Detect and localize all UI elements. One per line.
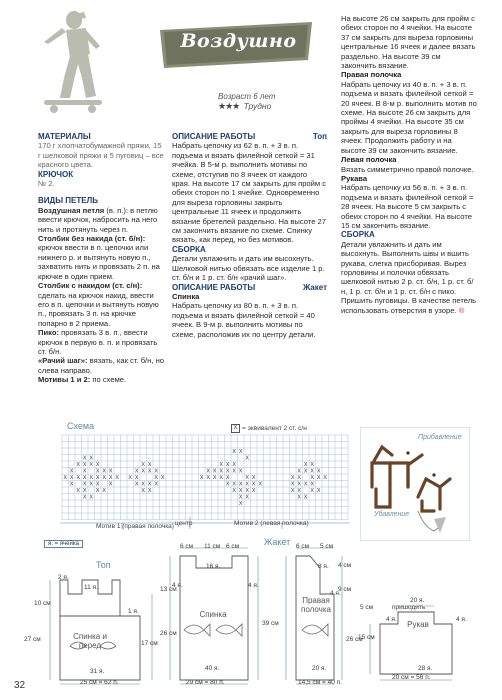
- chart-x-mark: X: [303, 468, 308, 475]
- dim-label: 6 см: [226, 543, 240, 550]
- right-front-heading: Правая полочка: [341, 70, 402, 80]
- chart-x-mark: X: [141, 488, 146, 494]
- chart-x-mark: X: [238, 488, 243, 494]
- chart-motifs: [63, 449, 327, 507]
- column-jacket: [341, 14, 477, 315]
- cell-legend-badge: я. = ячейка: [44, 540, 83, 548]
- chart-x-mark: X: [245, 481, 250, 488]
- chart-x-mark: X: [316, 488, 321, 494]
- dim-label: 25 см = 62 п.: [80, 679, 119, 686]
- chart-x-mark: X: [154, 475, 159, 481]
- chart-x-mark: X: [316, 468, 321, 475]
- dim-label: 26 см: [346, 636, 363, 643]
- chart-x-mark: X: [232, 481, 237, 488]
- chart-x-mark: X: [316, 475, 321, 481]
- chart-x-mark: X: [303, 494, 308, 501]
- chart-x-mark: X: [95, 462, 100, 468]
- dim-label: 11 я.: [84, 584, 98, 591]
- jacket-label: Жакет: [302, 282, 327, 292]
- chart-x-mark: X: [310, 481, 315, 488]
- chart-x-mark: X: [141, 462, 146, 468]
- chart-x-mark: X: [258, 481, 263, 488]
- difficulty-label: [218, 101, 271, 112]
- chart-x-mark: X: [225, 481, 230, 488]
- dim-label: 5 см: [320, 543, 334, 550]
- chart-x-mark: X: [219, 475, 224, 481]
- chart-x-mark: X: [290, 488, 295, 494]
- chart-x-mark: X: [199, 475, 204, 481]
- dim-label: 28 я.: [418, 665, 433, 672]
- chart-x-mark: X: [69, 468, 74, 475]
- front-back-name: Спинка и перед: [73, 632, 107, 650]
- chart-x-mark: X: [89, 475, 94, 481]
- chart-x-mark: X: [245, 488, 250, 494]
- chart-x-mark: X: [69, 475, 74, 481]
- chart-x-mark: X: [89, 494, 94, 501]
- chart-x-mark: X: [154, 468, 159, 475]
- dim-label: 14,5 см = 40 п.: [298, 679, 342, 686]
- dim-label: 10 см: [34, 600, 51, 607]
- dim-label: 9 см: [338, 586, 352, 593]
- hook-size: № 2.: [38, 179, 55, 189]
- jacket-pattern-title: Жакет: [264, 537, 291, 547]
- hook-heading: КРЮЧОК: [38, 169, 74, 179]
- back-name: Спинка: [199, 610, 227, 619]
- chart-x-mark: X: [225, 462, 230, 468]
- dim-label: 5 см: [360, 604, 374, 611]
- dim-label: 20 я.: [312, 665, 327, 672]
- loop-item: Пико: провязать 3 в. п., ввести крючок в первую в. п. и провязать ст. б/н.: [38, 328, 158, 356]
- dim-label: 31 я.: [90, 668, 105, 675]
- chart-x-mark: X: [232, 449, 237, 455]
- chart-x-mark: X: [251, 488, 256, 494]
- chart-x-mark: X: [108, 481, 113, 488]
- chart-x-mark: X: [95, 488, 100, 494]
- dim-label: 4 я.: [386, 616, 397, 623]
- chart-x-mark: X: [82, 455, 87, 462]
- chart-x-mark: X: [251, 475, 256, 481]
- sleeves-heading: Рукава: [341, 173, 368, 183]
- chart-x-mark: X: [102, 468, 107, 475]
- end-mark-icon: ®: [458, 305, 465, 315]
- back-heading: Спинка: [172, 291, 200, 301]
- chart-x-mark: X: [303, 481, 308, 488]
- right-front-name: Правая полочка: [301, 596, 331, 614]
- chart-x-mark: X: [245, 455, 250, 462]
- dim-label: 6 см: [180, 543, 194, 550]
- chart-x-mark: X: [219, 462, 224, 468]
- chart-x-mark: X: [225, 475, 230, 481]
- loop-item: Столбик с накидом (ст. с/н): сделать на крючок накид, ввести его в п. цепочки и вытянуть новую п., провязать 3 п. на крючке попарно в 2 приема.: [38, 281, 159, 328]
- loop-item: Столбик без накида (ст. б/н): крючок ввести в п. цепочки или нижнего р. и вытянуть новую п., захватить нить и провязать 2 п. на крючке в один прием.: [38, 234, 160, 281]
- chart-x-mark: X: [310, 462, 315, 468]
- chart-x-mark: X: [206, 475, 211, 481]
- increase-label: Прибавление: [418, 434, 462, 441]
- dim-label: 26 см: [160, 630, 177, 637]
- chart-x-mark: X: [238, 468, 243, 475]
- difficulty-stars-icon: ★★★: [218, 101, 240, 111]
- dim-label: 13 см: [160, 586, 177, 593]
- chart-x-mark: X: [76, 462, 81, 468]
- chart-x-mark: X: [102, 475, 107, 481]
- age-label: Возраст 6 лет: [218, 92, 276, 101]
- assembly2-text: Детали увлажнить и дать им высохнуть. Выполнить швы и вшить рукава, слегка присборивая. Вырез горловины и полочки обвязать шелковой нитью 2 р. ст. б/н, 1 р. ст. б/н, 1 р. ст. б/н и 1 р. ст. б/н с пико. Пришить пуговицы. В качестве петель использовать отверстия в узоре. ®: [341, 239, 477, 315]
- back-text-cont: На высоте 26 см закрыть для пройм с обеих сторон по 4 ячейки. На высоте 37 см закрыть для выреза горловины центральные 16 ячеек и далее вязать раздельно. На высоте 39 см закончить вязание.: [341, 14, 476, 71]
- chart-x-mark: X: [245, 475, 250, 481]
- chart-x-mark: X: [238, 481, 243, 488]
- assembly2-heading: СБОРКА: [341, 230, 375, 240]
- dim-label: 11 см: [204, 543, 221, 550]
- dim-label: 39 см: [262, 620, 279, 627]
- chart-x-mark: X: [82, 468, 87, 475]
- chart-x-mark: X: [89, 455, 94, 462]
- right-front-text: Набрать цепочку из 40 в. п. + 3 в. п. подъема и вязать филейной сеткой = 20 ячеек. В 8-м р. выполнить мотив по схеме. На высоте 26 см закрыть для проймы 4 ячейки. На высоте 35 см закрыть для выреза горловины 8 ячеек. Продолжить работу и на высоте 39 см закончить вязание.: [341, 79, 477, 155]
- chart-x-mark: X: [102, 488, 107, 494]
- chart-x-mark: X: [134, 475, 139, 481]
- chart-x-mark: X: [115, 475, 120, 481]
- difficulty-text: Трудно: [243, 101, 272, 111]
- chart-x-mark: X: [147, 481, 152, 488]
- chart-x-mark: X: [323, 475, 328, 481]
- dim-label: 4 см: [338, 562, 352, 569]
- chart-x-mark: X: [95, 475, 100, 481]
- chart-x-mark: X: [212, 475, 217, 481]
- chart-x-mark: X: [297, 481, 302, 488]
- dim-label: 4 я.: [330, 590, 341, 597]
- assembly-heading: СБОРКА: [172, 244, 206, 254]
- sleeve-name: Рукав: [407, 620, 429, 629]
- chart-x-mark: X: [290, 475, 295, 481]
- dim-label: 27 см: [24, 636, 41, 643]
- loop-item: «Рачий шаг»: вязать, как ст. б/н, но слева направо.: [38, 356, 164, 375]
- loop-item: Воздушная петля (в. п.): в петлю ввести крючок, набросить на него нить и протянуть через п.: [38, 205, 158, 234]
- chart-x-mark: X: [82, 462, 87, 468]
- chart-x-mark: X: [89, 462, 94, 468]
- top-text: Набрать цепочку из 62 в. п. + 3 в. п. подъема и вязать филейной сеткой = 31 ячейка. В 5-м р. выполнить мотивы по схеме, отступив по 8 ячеек от каждого края. На высоте 17 см закрыть для пройм с обеих сторон по 1 ячейке. Одновременно для выреза горловины закрыть центральные 11 ячеек и продолжить вязание бретелей раздельно. На высоте 27 см закончить вязание по схеме. Спинку вязать, как перед, но без мотивов.: [172, 141, 327, 245]
- dim-label: 16 я.: [206, 563, 221, 570]
- skateboarder-illustration: [30, 6, 110, 118]
- dim-label: 4 я.: [456, 616, 467, 623]
- legend-x-icon: X: [231, 424, 240, 433]
- chart-x-mark: X: [290, 481, 295, 488]
- motif2-caption: Мотив 2 (левая полочка): [234, 520, 309, 527]
- chart-x-mark: X: [108, 468, 113, 475]
- dim-label: 2 я.: [58, 574, 69, 581]
- column-materials: [38, 132, 166, 385]
- column-work: [172, 132, 327, 339]
- chart-x-mark: X: [251, 481, 256, 488]
- chart-x-mark: X: [89, 481, 94, 488]
- page-title: Воздушно: [180, 30, 297, 52]
- chart-x-mark: X: [141, 481, 146, 488]
- chart-x-mark: X: [212, 468, 217, 475]
- legend-text: = эквивалент 2 ст. с/н: [242, 425, 307, 433]
- chart-x-mark: X: [76, 475, 81, 481]
- assembly-text: Детали увлажнить и дать им высохнуть. Шелковой нитью обвязать все изделие 1 р. ст. б/н и 1 р. ст. б/н «рачий шаг».: [172, 254, 325, 283]
- chart-x-mark: X: [297, 475, 302, 481]
- chart-x-mark: X: [232, 462, 237, 468]
- dim-label: 20 я.: [410, 597, 425, 604]
- materials-heading: МАТЕРИАЛЫ: [38, 132, 91, 141]
- chart-x-mark: X: [310, 488, 315, 494]
- chart-x-mark: X: [69, 481, 74, 488]
- chart-x-mark: X: [238, 501, 243, 507]
- back-text: Набрать цепочку из 80 в. п. + 3 в. п. подъема и вязать филейной сеткой = 40 ячеек. В 9-м р. выполнить мотивы по схеме, расположив их по центру детали.: [172, 301, 316, 339]
- left-front-heading: Левая полочка: [341, 155, 397, 165]
- chart-x-mark: X: [141, 468, 146, 475]
- chart-x-mark: X: [297, 494, 302, 501]
- dim-label: 4 я.: [248, 582, 259, 589]
- chart-x-mark: X: [225, 468, 230, 475]
- loop-item: Мотивы 1 и 2: по схеме.: [38, 375, 127, 385]
- chart-x-mark: X: [238, 494, 243, 501]
- top-pattern-title: Топ: [96, 560, 111, 570]
- chart-x-mark: X: [219, 468, 224, 475]
- chart-x-mark: X: [128, 475, 133, 481]
- center-caption: центр: [175, 520, 193, 527]
- chart-x-mark: X: [134, 468, 139, 475]
- dim-label: 4 я.: [172, 582, 183, 589]
- chart-x-mark: X: [310, 468, 315, 475]
- dim-label: 17 см: [141, 640, 158, 647]
- dim-label: 40 я.: [205, 665, 220, 672]
- chart-x-mark: X: [147, 468, 152, 475]
- chart-x-mark: X: [160, 475, 165, 481]
- page-number: 32: [14, 680, 26, 691]
- dim-label: 6 см: [296, 543, 310, 550]
- chart-x-mark: X: [82, 475, 87, 481]
- dim-label: 20 см = 56 п.: [392, 674, 431, 681]
- chart-x-mark: X: [297, 468, 302, 475]
- top-label: Топ: [312, 132, 327, 141]
- chart-x-mark: X: [134, 481, 139, 488]
- chart-x-mark: X: [232, 468, 237, 475]
- chart-x-mark: X: [245, 494, 250, 501]
- chart-x-mark: X: [95, 481, 100, 488]
- stitch-chart: [60, 421, 350, 533]
- loops-heading: ВИДЫ ПЕТЕЛЬ: [38, 196, 98, 206]
- left-front-text: Вязать симметрично правой полочке.: [341, 164, 474, 174]
- jacket-work-heading: ОПИСАНИЕ РАБОТЫ: [172, 282, 256, 292]
- dim-label: 8 я.: [318, 563, 329, 570]
- motif1-caption: Мотив 1 (правая полочка): [96, 523, 174, 530]
- jacket-heading-row: [172, 283, 327, 292]
- chart-x-mark: X: [154, 481, 159, 488]
- dim-label: 15 см: [358, 634, 375, 641]
- chart-x-mark: X: [82, 488, 87, 494]
- chart-x-mark: X: [232, 488, 237, 494]
- increase-decrease-diagram: [360, 427, 470, 541]
- chart-x-mark: X: [108, 475, 113, 481]
- chart-x-mark: X: [297, 488, 302, 494]
- decrease-label: Убавление: [374, 511, 410, 518]
- chart-x-mark: X: [82, 481, 87, 488]
- chart-title: Схема: [67, 421, 95, 431]
- dim-label: 29 см = 80 п.: [186, 679, 225, 686]
- chart-x-mark: X: [238, 449, 243, 455]
- chart-x-mark: X: [95, 468, 100, 475]
- chart-x-mark: X: [206, 468, 211, 475]
- work-heading: ОПИСАНИЕ РАБОТЫ: [172, 132, 256, 141]
- top-heading-row: [172, 132, 327, 141]
- chart-x-mark: X: [63, 475, 68, 481]
- materials-text: 170 г хлопчатобумажной пряжи, 15 г шелковой пряжи и 5 пуговиц – все красного цвета.: [38, 141, 164, 170]
- sleeves-text: Набрать цепочку из 56 в. п. + 3 в. п. подъема и вязать филейной сеткой = 28 ячеек. На высоте 5 см закрыть с обеих сторон по 4 ячейки. На высоте 15 см закончить вязание.: [341, 183, 474, 230]
- chart-x-mark: X: [310, 475, 315, 481]
- chart-x-mark: X: [82, 494, 87, 501]
- chart-x-mark: X: [76, 488, 81, 494]
- chart-x-mark: X: [303, 462, 308, 468]
- chart-legend: [231, 424, 307, 433]
- sewing-label: пришодить: [392, 604, 426, 611]
- chart-x-mark: X: [147, 488, 152, 494]
- chart-x-mark: X: [147, 462, 152, 468]
- dim-label: 1 я.: [128, 608, 139, 615]
